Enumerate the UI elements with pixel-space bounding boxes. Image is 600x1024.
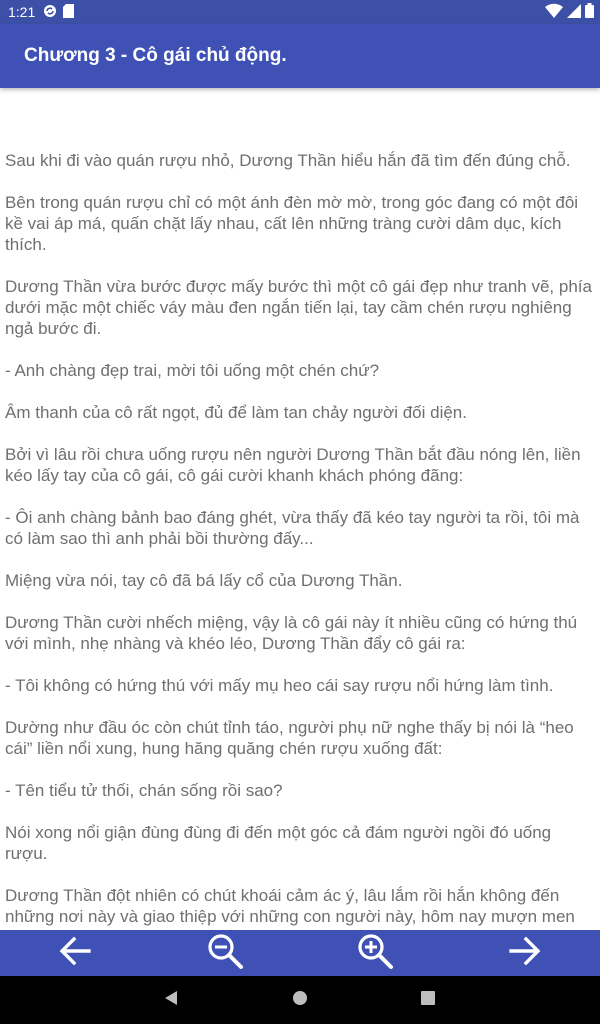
previous-chapter-button[interactable]: [45, 930, 105, 976]
paragraph: Sau khi đi vào quán rượu nhỏ, Dương Thần hiểu hắn đã tìm đến đúng chỗ.: [5, 151, 571, 170]
paragraph: Dương Thần cười nhếch miệng, vậy là cô gái này ít nhiều cũng có hứng thú với mình, nhẹ nhàng và khéo léo, Dương Thần đẩy cô gái ra:: [5, 613, 578, 653]
paragraph: - Tôi không có hứng thú với mấy mụ heo cái say rượu nổi hứng làm tình.: [5, 676, 554, 695]
home-circle-icon: [292, 990, 308, 1011]
next-chapter-button[interactable]: [495, 930, 555, 976]
sync-icon: [43, 4, 57, 21]
arrow-right-icon: [508, 934, 542, 973]
paragraph: Dương Thần vừa bước được mấy bước thì một cô gái đẹp như tranh vẽ, phía dưới mặc một chiếc váy màu đen ngắn tiến lại, tay cầm chén rượu nghiêng ngả bước đi.: [5, 277, 592, 338]
wifi-icon: [545, 4, 563, 21]
article-text: [0, 88, 600, 948]
paragraph: Nói xong nổi giận đùng đùng đi đến một góc cả đám người ngồi đó uống rượu.: [5, 823, 552, 863]
paragraph: - Ôi anh chàng bảnh bao đáng ghét, vừa thấy đã kéo tay người ta rồi, tôi mà có làm sao thì anh phải bồi thường đấy...: [5, 508, 580, 548]
paragraph: Bên trong quán rượu chỉ có một ánh đèn mờ mờ, trong góc đang có một đôi kề vai áp má, quấn chặt lấy nhau, cất lên những tràng cười dâm dục, kích thích.: [5, 193, 579, 254]
arrow-left-icon: [58, 934, 92, 973]
paragraph: - Anh chàng đẹp trai, mời tôi uống một chén chứ?: [5, 361, 380, 380]
sim-icon: [63, 4, 74, 21]
paragraph: Bởi vì lâu rồi chưa uống rượu nên người Dương Thần bắt đầu nóng lên, liền kéo lấy tay của cô gái, cô gái cười khanh khách phóng đãng:: [5, 445, 581, 485]
chapter-content[interactable]: [0, 88, 600, 930]
paragraph: Dương Thần đột nhiên có chút khoái cảm ác ý, lâu lắm rồi hắn không đến những nơi này và giao thiệp với những con người này, hôm nay mượn men: [5, 886, 575, 926]
chapter-title: Chương 3 - Cô gái chủ động.: [24, 45, 287, 66]
paragraph: Âm thanh của cô rất ngọt, đủ để làm tan chảy người đối diện.: [5, 403, 467, 422]
paragraph: - Tên tiểu tử thối, chán sống rồi sao?: [5, 781, 283, 800]
status-bar: [0, 0, 600, 24]
system-navigation-bar: [0, 976, 600, 1024]
app-bar: [0, 24, 600, 88]
home-button[interactable]: [288, 988, 312, 1012]
reader-toolbar: [0, 930, 600, 976]
back-button[interactable]: [159, 988, 183, 1012]
zoom-out-button[interactable]: [195, 930, 255, 976]
zoom-in-button[interactable]: [345, 930, 405, 976]
back-triangle-icon: [163, 990, 179, 1011]
paragraph: Miệng vừa nói, tay cô đã bá lấy cổ của Dương Thần.: [5, 571, 403, 590]
status-time: 1:21: [8, 4, 36, 20]
zoom-out-icon: [206, 932, 244, 975]
recents-square-icon: [420, 990, 436, 1011]
signal-icon: [567, 4, 581, 21]
paragraph: Dường như đầu óc còn chút tỉnh táo, người phụ nữ nghe thấy bị nói là “heo cái” liền nổi xung, hung hăng quăng chén rượu xuống đất:: [5, 718, 574, 758]
battery-icon: [585, 3, 594, 21]
zoom-in-icon: [356, 932, 394, 975]
recents-button[interactable]: [416, 988, 440, 1012]
